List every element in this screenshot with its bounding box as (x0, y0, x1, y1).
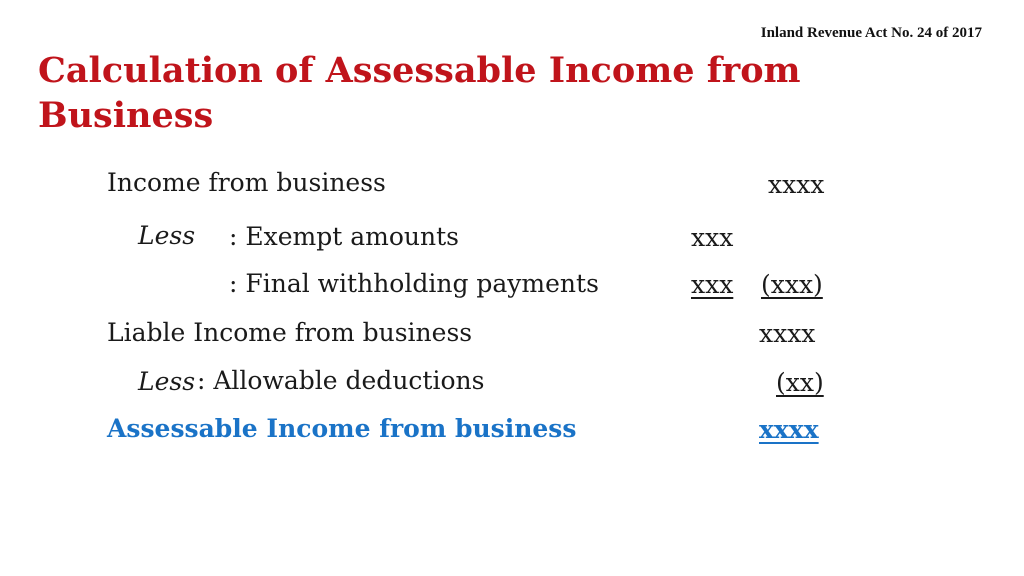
exempt-amounts-value: xxx (691, 223, 734, 252)
act-reference: Inland Revenue Act No. 24 of 2017 (760, 25, 982, 41)
assessable-income-label: Assessable Income from business (107, 414, 577, 443)
final-withholding-label: : Final withholding payments (229, 269, 599, 298)
liable-income-label: Liable Income from business (107, 318, 473, 347)
page-title: Calculation of Assessable Income from Business (38, 50, 801, 136)
income-value: xxxx (768, 170, 825, 199)
exempt-amounts-label: : Exempt amounts (229, 222, 459, 251)
liable-income-value: xxxx (759, 319, 816, 348)
income-label: Income from business (107, 168, 386, 197)
assessable-income-value: xxxx (759, 415, 819, 444)
allowable-deductions-value: (xx) (776, 368, 824, 397)
deductions-subtotal: (xxx) (761, 270, 823, 299)
less-label: Less (138, 221, 196, 250)
less-label-2: Less (138, 367, 196, 396)
allowable-deductions-label: : Allowable deductions (197, 366, 485, 395)
final-withholding-value: xxx (691, 270, 734, 299)
